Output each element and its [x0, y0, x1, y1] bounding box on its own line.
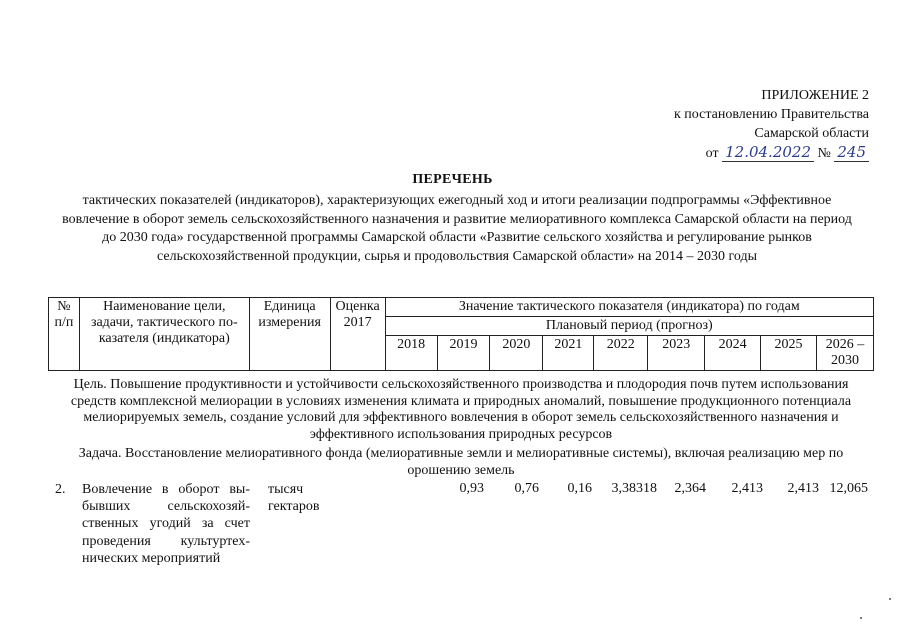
task-text: Задача. Восстановление мелиоративного фонда (мелиоративные земли и мелиоративные системы), включая реализацию мер по орошению земель: [78, 446, 844, 478]
header-year: 2026 – 2030: [817, 336, 874, 371]
header-plan-period: Плановый период (прогноз): [385, 317, 873, 336]
header-year: 2018: [385, 336, 437, 371]
header-year: 2022: [594, 336, 648, 371]
header-name: Наименование цели, задачи, тактического по-казателя (индикатора): [79, 298, 249, 371]
appendix-date-line: [569, 143, 869, 163]
row-number: 2.: [55, 482, 66, 497]
header-unit: Единица измерения: [249, 298, 330, 371]
row-value-2022: 2,364: [674, 481, 706, 496]
header-year: 2019: [437, 336, 490, 371]
row-value-2020: 0,16: [567, 481, 592, 496]
header-year: 2021: [543, 336, 594, 371]
from-label: от: [705, 146, 719, 161]
appendix-title: ПРИЛОЖЕНИЕ 2: [761, 88, 869, 103]
row-value-2023: 2,413: [731, 481, 763, 496]
scan-speck: [889, 598, 891, 600]
row-value-2018: 0,93: [459, 481, 484, 496]
header-estimate: Оценка 2017: [330, 298, 385, 371]
row-value-2024: 2,413: [787, 481, 819, 496]
header-year: 2023: [648, 336, 705, 371]
handwritten-date: 12.04.2022: [722, 143, 814, 162]
row-indicator-name: Вовлечение в оборот вы-бывших сельскохозяй-ственных угодий за счет проведения культуртех-нических мероприятий: [82, 482, 250, 566]
row-value-2021: 3,38318: [611, 481, 657, 496]
header-year: 2024: [705, 336, 761, 371]
document-subtitle: тактических показателей (индикаторов), характеризующих ежегодный ход и итоги реализации подпрограммы «Эффективное вовлечение в оборот земель сельскохозяйственного назначения и развитие мелиоративного комплекса Самарской области на период до 2030 года» государственной программы Самарской области «Развитие сельского хозяйства и регулирование рынков сельскохозяйственной продукции, сырья и продовольствия Самарской области» на 2014 – 2030 годы: [62, 193, 852, 264]
header-year: 2025: [761, 336, 817, 371]
handwritten-number: 245: [834, 143, 869, 162]
appendix-line-1: к постановлению Правительства: [673, 107, 869, 122]
row-value-2026-2030: 12,065: [829, 481, 868, 496]
number-label: №: [817, 146, 831, 161]
goal-text: Цель. Повышение продуктивности и устойчивости сельскохозяйственного производства и плодородия почв путем использования средств комплексной мелиорации в условиях изменения климата и природных аномалий, повышение продукционного потенциала мелиорируемых земель, создание условий для эффективного вовлечения в оборот земель сельскохозяйственного назначения и эффективного использования природных ресурсов: [70, 377, 852, 442]
header-values: Значение тактического показателя (индикатора) по годам: [385, 298, 873, 317]
appendix-line-2: Самарской области: [754, 126, 869, 141]
appendix-block: [569, 86, 869, 163]
document-title: ПЕРЕЧЕНЬ: [412, 172, 493, 187]
row-unit: тысяч гектаров: [268, 482, 320, 515]
row-value-2019: 0,76: [514, 481, 539, 496]
header-year: 2020: [490, 336, 543, 371]
scan-speck: [860, 617, 862, 619]
indicators-table: [48, 297, 874, 371]
header-num: № п/п: [49, 298, 80, 371]
